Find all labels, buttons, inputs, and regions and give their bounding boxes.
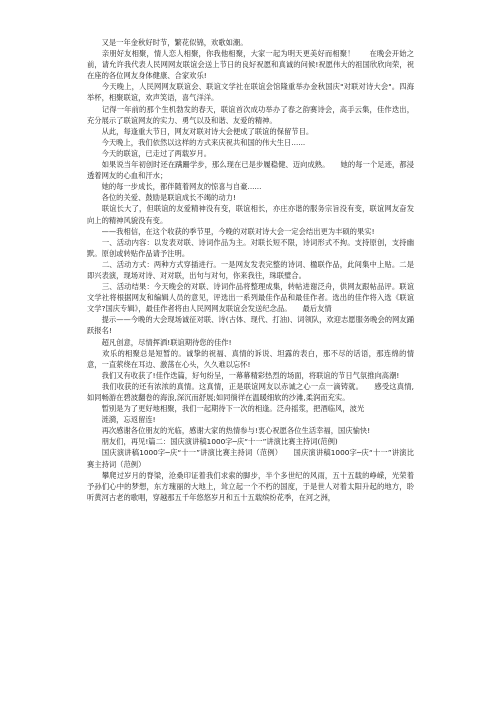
paragraph: 今天晚上，人民网网友联谊会、联谊文学社在联谊会馆隆重举办金秋国庆"对联对诗大会"。四海举杯，相聚联谊，欢声笑语，喜气洋洋。 bbox=[87, 82, 414, 103]
paragraph: 今天晚上，我们依然以这样的方式来庆祝共和国的伟大生日...... bbox=[87, 137, 306, 147]
paragraph: 记得一年前的那个生机勃发的春天，联谊首次成功举办了春之韵赛诗会，高手云集，佳作迭出，充分展示了联谊网友的实力、勇气以及和谐、友爱的精神。 bbox=[87, 104, 414, 125]
paragraph: 暂别是为了更好地相聚，我们一起期待下一次的相逢。泛舟摇浆，把酒临风，波光 bbox=[87, 404, 365, 414]
paragraph: 涟漪，忘返留连! bbox=[87, 415, 156, 425]
paragraph: 从此，每逢重大节日，网友对联对诗大会便成了联谊的保留节目。 bbox=[87, 126, 314, 136]
paragraph: 她的每一步成长，都伴随着网友的惊喜与自豪...... bbox=[87, 182, 262, 192]
paragraph: 再次感谢各位朋友的光临，感谢大家的热情参与!衷心祝愿各位生活幸福，国庆愉快! bbox=[87, 426, 371, 436]
paragraph: 今天的联谊，已走过了两载岁月。 bbox=[87, 148, 212, 158]
paragraph: 我们又有收获了!佳作迭篇，好句纷呈，一幕幕精彩热烈的场面，将联谊的节日气氛推向高潮! bbox=[87, 370, 400, 380]
paragraph: ——我相信，在这个收获的季节里，今晚的对联对诗大会一定会结出更为丰硕的果实! bbox=[87, 226, 375, 236]
paragraph: 我们收获的还有浓浓的真情。这真情，正是联谊网友以赤诚之心一点一滴铸就。 感受这真情,如同畅游在碧波翻卷的海浪,深沉而舒展;如同徜徉在温暖细软的沙滩,柔润而充实。 bbox=[87, 381, 414, 402]
paragraph: 各位的关爱、鼓励是联谊成长不竭的动力! bbox=[87, 193, 236, 203]
paragraph: 提示——今晚的大会现场诚征对联、诗(古体、现代、打油)、词领队，欢迎志愿服务晚会的网友踊跃报名! bbox=[87, 315, 414, 336]
paragraph: 朋友们，再见!篇二：国庆演讲稿1000字─庆“十一”讲演比赛主持词(范例) bbox=[87, 437, 338, 447]
paragraph: 超凡创意，尽情挥洒!联谊期待您的佳作! bbox=[87, 337, 232, 347]
paragraph: 攀爬过岁月的脊梁，沧桑印证着我们求索的脚步，半个多世纪的风雨，五十五载的峥嵘，光荣着予孙们心中的梦想，东方瑰丽的大地上，耸立起一个不朽的国度，于是世人对着太阳升起的地方，聆听黄河古老的歌唱，穿越那五千年悠悠岁月和五十五载缤纷花季，在河之洲， bbox=[87, 470, 414, 502]
paragraph: 联谊长大了，但联谊的友爱精神没有变，联谊相长，亦庄亦谐的服务宗旨没有变，联谊网友奋发向上的精神风貌没有变。 bbox=[87, 204, 414, 225]
paragraph: 三、活动结果：今天晚会的对联、诗词作品将整理成集，转帖进谢泛舟，供网友跟帖品评。联谊文学社将根据网友和编辑人员的意见，评选出一系列最佳作品和最佳作者。选出的佳作将入选《联谊文学?国庆专辑》，最佳作者将由人民网网友联谊会发送纪念品。 最后友情 bbox=[87, 282, 414, 314]
paragraph: 如果说当年初创时还在蹒跚学步，那么现在已是步履稳健、迈向成熟。 她的每一个足迹，都浸透着网友的心血和汗水； bbox=[87, 160, 414, 181]
paragraph: 又是一年金秋好时节，繁花似锦，欢歌如潮。 bbox=[87, 38, 248, 47]
paragraph: 欢乐的相聚总是短暂的。诚挚的祝福、真情的诉说、坦露的表白，那不尽的话语，那连绵的情意，一直萦绕在耳边、激荡在心头，久久难以忘怀! bbox=[87, 348, 414, 369]
paragraph: 二、活动方式：两种方式穿插进行。一是网友发表完整的诗词、楹联作品，此间集中上贴。二是即兴表演，现场对诗、对对联，出句与对句，你来我往，珠联璧合。 bbox=[87, 259, 414, 280]
paragraph: 一、活动内容：以发表对联、诗词作品为主。对联长短不限，诗词形式不拘。支持原创，支持幽默。原创或转贴作品请予注明。 bbox=[87, 237, 414, 258]
paragraph: 亲朋好友相聚，情人恋人相聚，你我他相聚，大家一起为明天更美好而相聚！ 在晚会开始之前，请允许我代表人民网网友联谊会送上节日的良好祝愿和真诚的问候!祝愿伟大的祖国欣欣向荣，祝在座的各位网友身体健康、合家欢乐! bbox=[87, 49, 414, 81]
document-body bbox=[87, 37, 414, 503]
paragraph: 国庆演讲稿1000字─庆“十一”讲演比赛主持词（范例） 国庆演讲稿1000字─庆“十一”讲演比赛主持词（范例） bbox=[87, 448, 414, 469]
